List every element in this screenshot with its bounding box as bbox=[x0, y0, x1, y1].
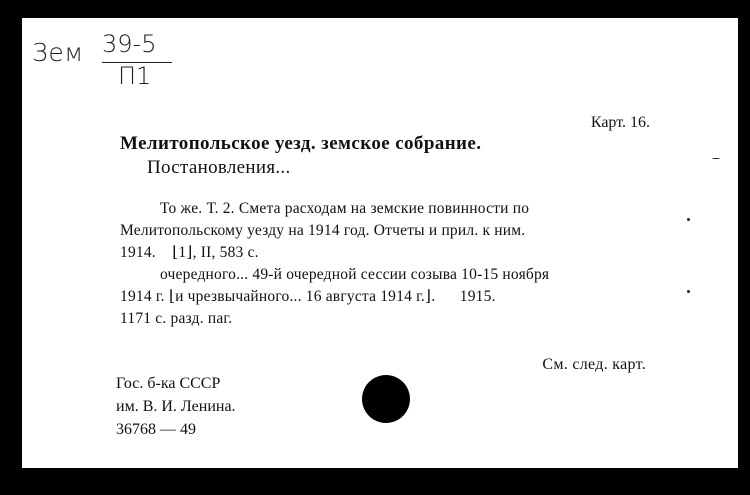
card-subtitle: Постановления... bbox=[147, 157, 291, 178]
handwritten-shelfmark-top: 39-5 bbox=[102, 30, 157, 58]
body-line: 1171 с. разд. паг. bbox=[120, 310, 233, 327]
body-line: 1914 г. ⌊и чрезвычайного... 16 августа 1914 г.⌋. 1915. bbox=[120, 288, 496, 305]
handwritten-note: Зем bbox=[32, 38, 84, 67]
card-number: Карт. 16. bbox=[590, 114, 650, 131]
handwritten-shelfmark-bottom: П1 bbox=[118, 62, 152, 90]
library-line: Гос. б-ка СССР bbox=[116, 375, 221, 392]
catalog-card bbox=[22, 18, 738, 468]
body-line: 1914. ⌊1⌋, II, 583 с. bbox=[120, 244, 259, 261]
body-line: очередного... 49-й очередной сессии созыва 10-15 ноября bbox=[160, 266, 550, 283]
body-line: Мелитопольскому уезду на 1914 год. Отчеты и прил. к ним. bbox=[120, 222, 526, 239]
speck bbox=[687, 218, 690, 221]
speck bbox=[687, 290, 690, 293]
library-line: им. В. И. Ленина. bbox=[116, 398, 236, 415]
card-body bbox=[120, 198, 648, 330]
body-line: То же. Т. 2. Смета расходам на земские повинности по bbox=[160, 200, 530, 217]
punch-hole bbox=[362, 375, 410, 423]
library-line: 36768 — 49 bbox=[116, 421, 196, 438]
continuation-note: См. след. карт. bbox=[542, 356, 646, 373]
card-title: Мелитопольское уезд. земское собрание. bbox=[120, 133, 482, 154]
speck bbox=[712, 158, 720, 159]
library-stamp bbox=[116, 372, 236, 441]
